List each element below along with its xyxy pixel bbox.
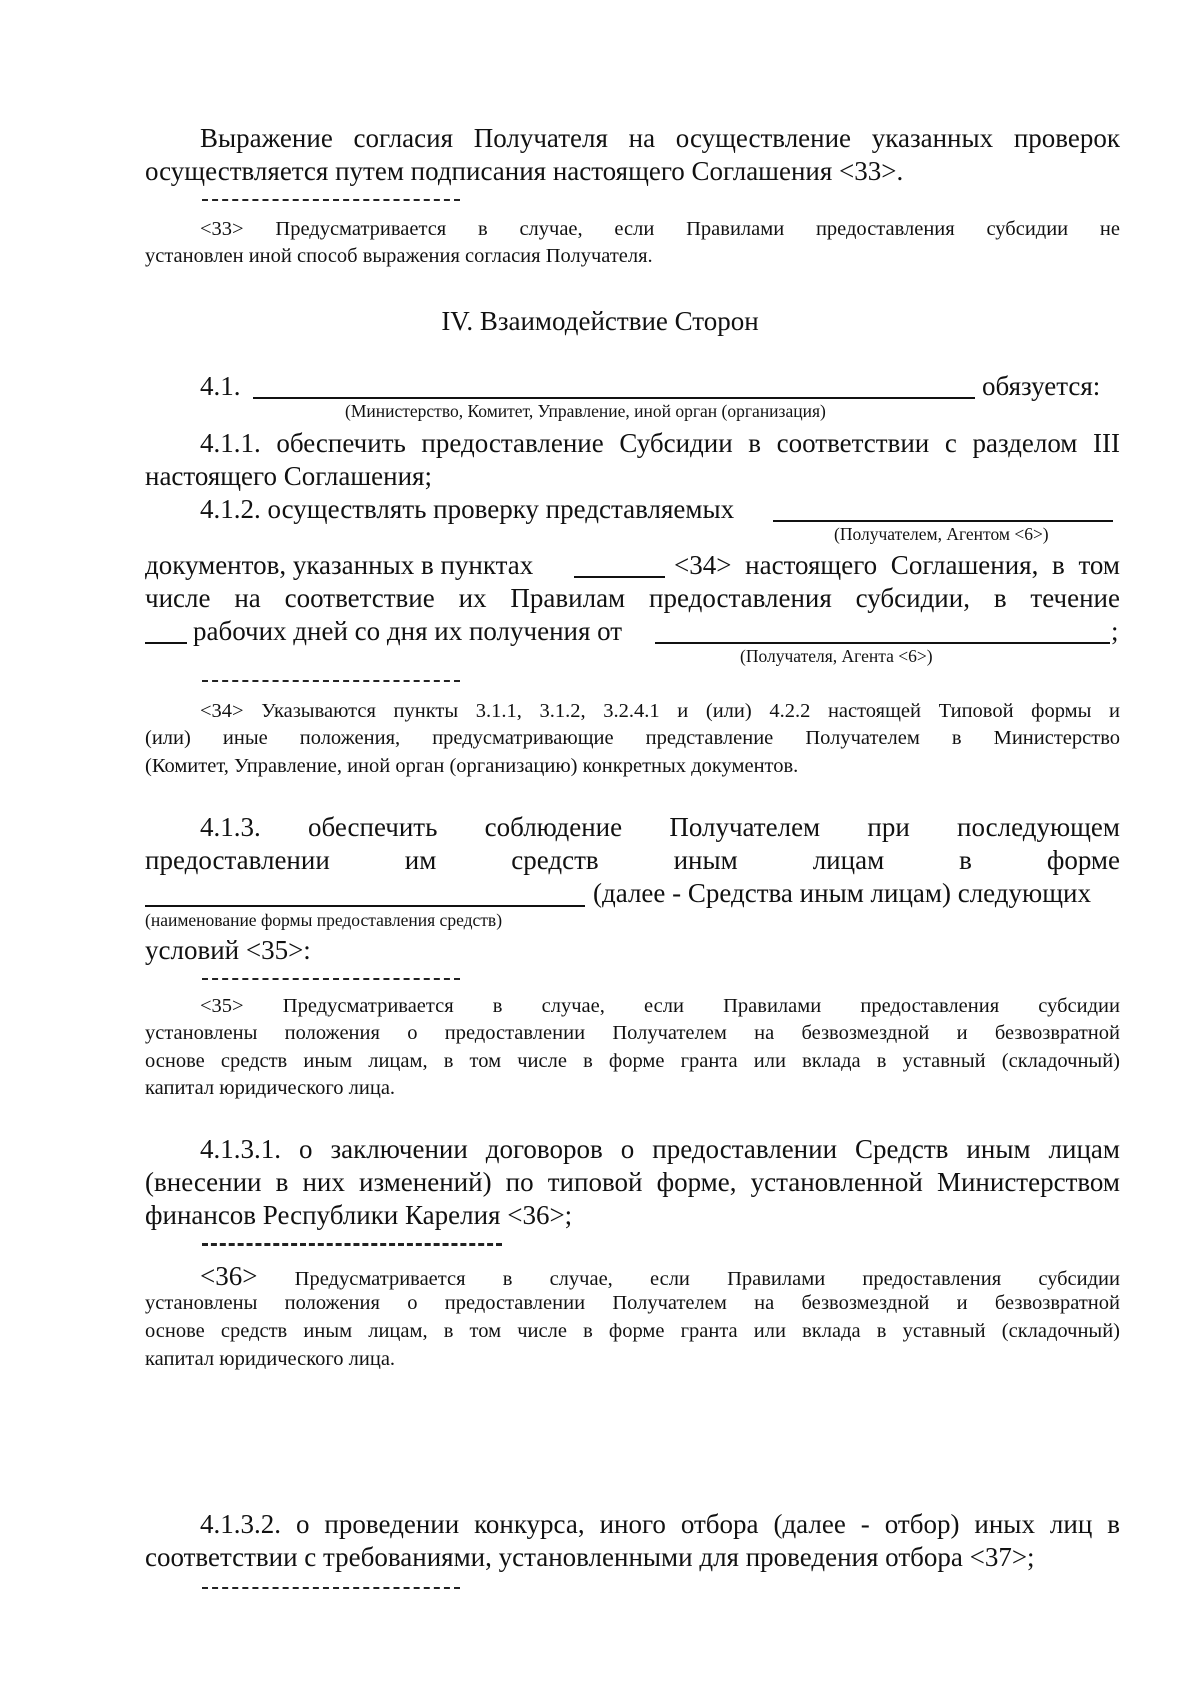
- footnote-35-line-3: основе средств иным лицам, в том числе в форме гранта или вклада в уставный (складочный): [145, 1050, 1120, 1072]
- footnote-36-line-3: основе средств иным лицам, в том числе в форме гранта или вклада в уставный (складочный): [145, 1320, 1120, 1342]
- p412-caption-2: (Получателя, Агента <6>): [740, 646, 933, 666]
- footnote-separator: [202, 1243, 502, 1246]
- footnote-33-line-2: установлен иной способ выражения согласия Получателя.: [145, 245, 653, 267]
- p41-blank-line: [253, 397, 975, 399]
- footnote-35-line-1: <35> Предусматривается в случае, если Правилами предоставления субсидии: [200, 995, 1120, 1017]
- p41-caption: (Министерство, Комитет, Управление, иной орган (организация): [345, 401, 826, 421]
- p41-tail: обязуется:: [982, 371, 1101, 401]
- footnote-34-line-3: (Комитет, Управление, иной орган (организацию) конкретных документов.: [145, 755, 799, 777]
- p413-line-4: условий <35>:: [145, 935, 311, 965]
- p41-number: 4.1.: [200, 371, 241, 401]
- p413-caption: (наименование формы предоставления средств): [145, 910, 503, 930]
- p412-line-2a: документов, указанных в пунктах: [145, 550, 534, 580]
- p412-line-2b: <34> настоящего Соглашения, в том: [674, 550, 1120, 580]
- footnote-separator: [202, 1587, 460, 1589]
- footnote-34-line-2: (или) иные положения, предусматривающие представление Получателем в Министерство: [145, 727, 1120, 749]
- p412-line-3: числе на соответствие их Правилам предоставления субсидии, в течение: [145, 583, 1120, 613]
- p4131-line-1: 4.1.3.1. о заключении договоров о предоставлении Средств иным лицам: [200, 1134, 1120, 1164]
- p412-line-1: 4.1.2. осуществлять проверку представляемых: [200, 494, 735, 524]
- p411-line-1: 4.1.1. обеспечить предоставление Субсидии в соответствии с разделом III: [200, 428, 1120, 458]
- p412-caption-1: (Получателем, Агентом <6>): [834, 524, 1049, 544]
- p411-line-2: настоящего Соглашения;: [145, 461, 432, 491]
- footnote-36-line-4: капитал юридического лица.: [145, 1348, 396, 1370]
- footnote-33-line-1: <33> Предусматривается в случае, если Правилами предоставления субсидии не: [200, 218, 1120, 240]
- footnote-36-line-2: установлены положения о предоставлении Получателем на безвозмездной и безвозвратной: [145, 1292, 1120, 1314]
- p412-line-4a: рабочих дней со дня их получения от: [193, 616, 623, 646]
- p4131-line-3: финансов Республики Карелия <36>;: [145, 1200, 573, 1230]
- p413-line-3b: (далее - Средства иным лицам) следующих: [593, 878, 1091, 908]
- footnote-separator: [202, 978, 460, 980]
- p412-blank-2: [574, 576, 665, 578]
- footnote-34-line-1: <34> Указываются пункты 3.1.1, 3.1.2, 3.2.4.1 и (или) 4.2.2 настоящей Типовой формы и: [200, 700, 1120, 722]
- footnote-35-line-2: установлены положения о предоставлении Получателем на безвозмездной и безвозвратной: [145, 1022, 1120, 1044]
- p4132-line-1: 4.1.3.2. о проведении конкурса, иного отбора (далее - отбор) иных лиц в: [200, 1509, 1120, 1539]
- section-title: IV. Взаимодействие Сторон: [441, 306, 759, 336]
- p413-blank: [145, 905, 585, 907]
- consent-line-1: Выражение согласия Получателя на осуществление указанных проверок: [200, 123, 1120, 153]
- p412-blank-4: [655, 642, 1110, 644]
- p413-line-2: предоставлении им средств иным лицам в форме: [145, 845, 1120, 875]
- p4132-line-2: соответствии с требованиями, установленными для проведения отбора <37>;: [145, 1542, 1035, 1572]
- footnote-separator: [202, 199, 460, 201]
- p412-line-4b: ;: [1111, 616, 1119, 646]
- footnote-35-line-4: капитал юридического лица.: [145, 1077, 396, 1099]
- footnote-36-line-1-rest: Предусматривается в случае, если Правилами предоставления субсидии: [294, 1268, 1120, 1290]
- footnote-36-marker: <36>: [200, 1261, 258, 1291]
- p4131-line-2: (внесении в них изменений) по типовой форме, установленной Министерством: [145, 1167, 1120, 1197]
- consent-line-2: осуществляется путем подписания настоящего Соглашения <33>.: [145, 156, 904, 186]
- p413-line-1: 4.1.3. обеспечить соблюдение Получателем при последующем: [200, 812, 1120, 842]
- p412-blank-3: [145, 642, 187, 644]
- p412-blank-1: [773, 520, 1113, 522]
- footnote-separator: [202, 680, 460, 682]
- footnote-36-line-1: [200, 1263, 1120, 1290]
